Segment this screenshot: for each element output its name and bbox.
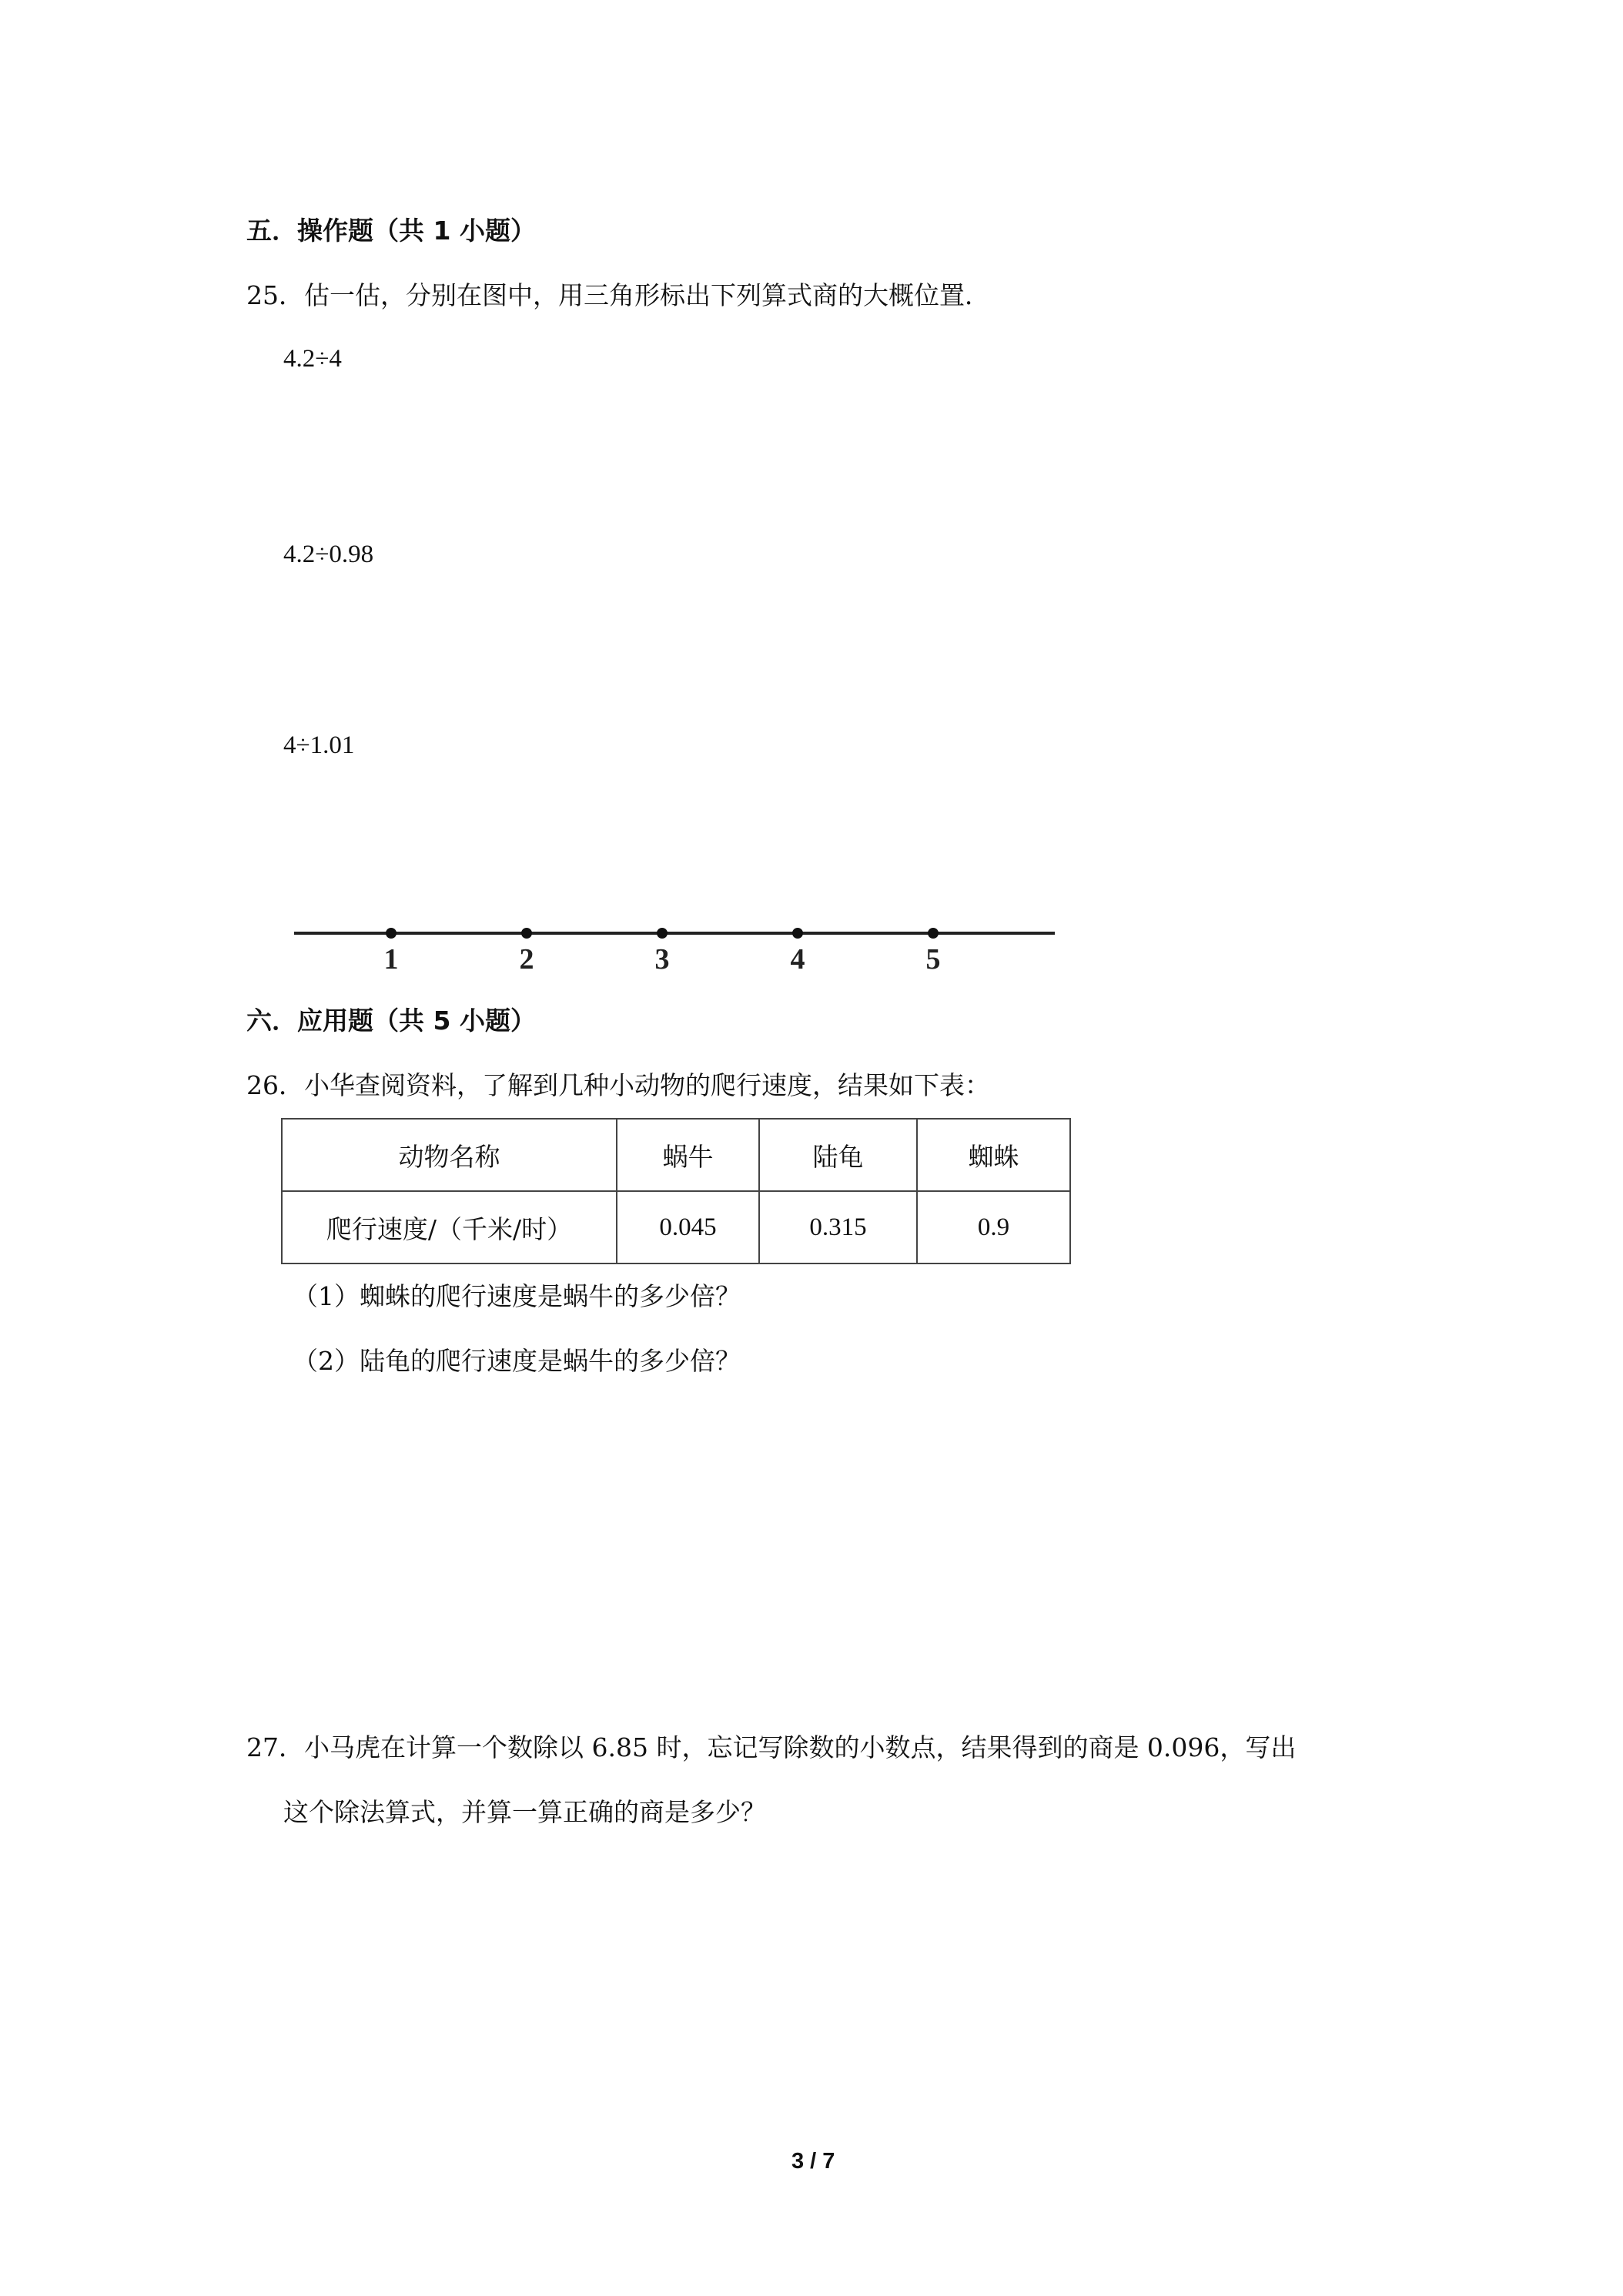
table-cell: 0.9 [917,1191,1070,1263]
tick-dot-4 [792,928,803,939]
table-cell: 0.315 [759,1191,917,1263]
question-27-line2: 这个除法算式，并算一算正确的商是多少？ [283,1797,766,1827]
expression-3: 4÷1.01 [283,731,355,759]
table-header-cell: 动物名称 [282,1119,617,1191]
tick-label-2: 2 [519,943,534,976]
number-line [285,909,1070,978]
tick-label-5: 5 [925,943,941,976]
question-27-line1: 27．小马虎在计算一个数除以 6.85 时，忘记写除数的小数点，结果得到的商是 0.096，写出 [246,1732,1297,1762]
tick-dot-2 [521,928,532,939]
tick-3 [655,928,670,976]
table-cell: 爬行速度/（千米/时） [282,1191,617,1263]
tick-dot-3 [657,928,668,939]
table-header-row [282,1119,1070,1191]
expression-1: 4.2÷4 [283,345,342,373]
tick-dot-1 [386,928,397,939]
tick-1 [384,928,399,976]
page-number: 3 / 7 [791,2149,835,2174]
question-25-text: 25．估一估，分别在图中，用三角形标出下列算式商的大概位置． [246,280,990,310]
tick-label-4: 4 [790,943,805,976]
question-26-sub1: （1）蜘蛛的爬行速度是蜗牛的多少倍？ [293,1281,741,1311]
section5-title: 五．操作题（共 1 小题） [246,216,536,246]
section6-title: 六．应用题（共 5 小题） [246,1006,536,1036]
table-header-cell: 蜘蛛 [917,1119,1070,1191]
tick-dot-5 [928,928,939,939]
tick-2 [520,928,534,976]
tick-label-3: 3 [654,943,670,976]
table-header-cell: 陆龟 [759,1119,917,1191]
question-26-text: 26．小华查阅资料，了解到几种小动物的爬行速度，结果如下表： [246,1070,990,1100]
tick-4 [791,928,805,976]
expression-2: 4.2÷0.98 [283,541,374,568]
speed-table [281,1118,1071,1264]
question-26-sub2: （2）陆龟的爬行速度是蜗牛的多少倍？ [293,1346,741,1376]
tick-5 [926,928,941,976]
table-row [282,1191,1070,1263]
table-header-cell: 蜗牛 [617,1119,759,1191]
tick-label-1: 1 [383,943,399,976]
table-cell: 0.045 [617,1191,759,1263]
